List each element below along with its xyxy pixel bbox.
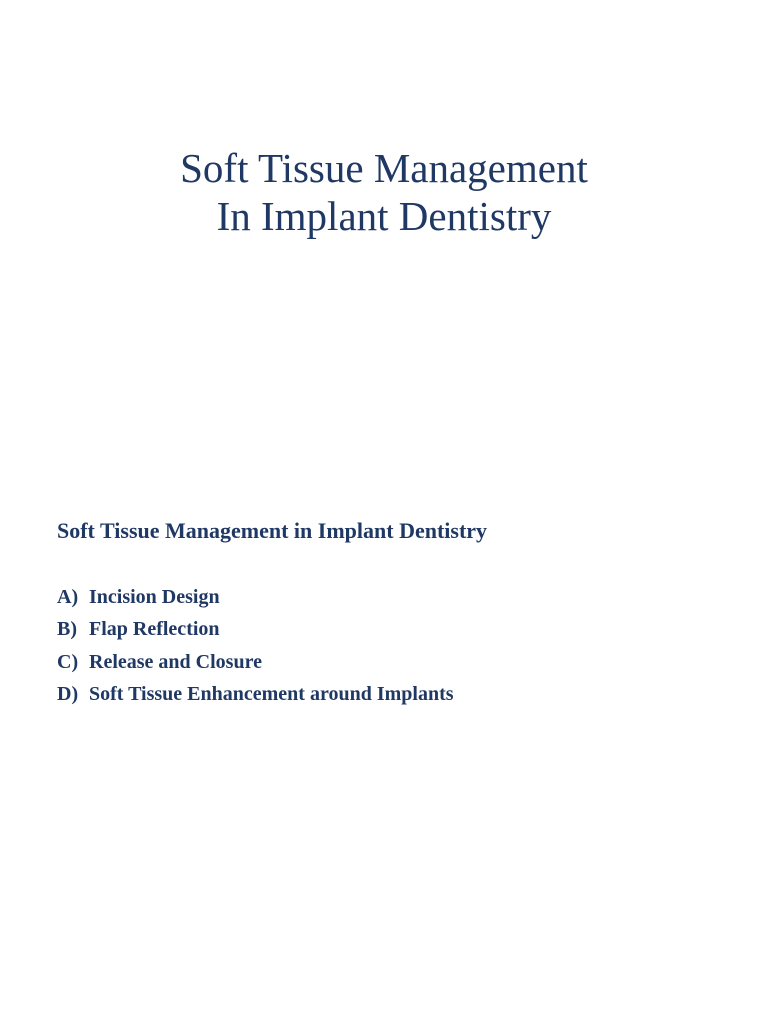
outline-text: Soft Tissue Enhancement around Implants — [89, 682, 454, 705]
outline-text: Flap Reflection — [89, 618, 220, 641]
outline-item-b — [57, 615, 737, 647]
outline-marker: C) — [57, 650, 79, 673]
outline-item-a — [57, 583, 737, 615]
outline-text: Incision Design — [89, 586, 220, 608]
outline-item-d — [57, 680, 737, 712]
title-line-2: In Implant Dentistry — [216, 193, 552, 239]
section-heading: Soft Tissue Management in Implant Dentistry — [57, 518, 488, 543]
topic-outline — [57, 583, 737, 712]
outline-marker: D) — [57, 682, 79, 705]
title-line-1: Soft Tissue Management — [180, 145, 588, 191]
outline-marker: B) — [57, 618, 77, 641]
page-title — [0, 144, 768, 240]
outline-item-c — [57, 648, 737, 680]
outline-marker: A) — [57, 586, 79, 608]
outline-text: Release and Closure — [89, 650, 262, 673]
